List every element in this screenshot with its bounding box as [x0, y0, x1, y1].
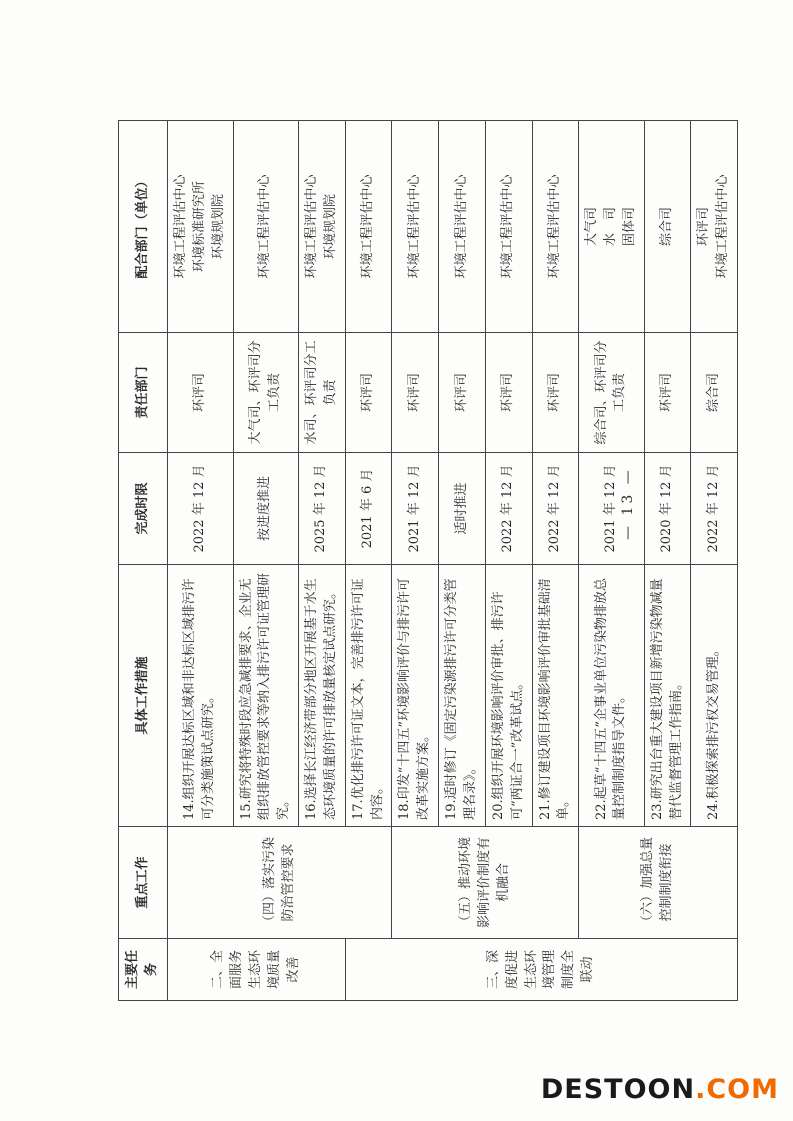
deadline-cell: 2022 年 12 月	[691, 453, 738, 565]
watermark-text-main: DESTOON	[540, 1074, 696, 1105]
cooperating-cell: 环境工程评估中心 环境标准研究所 环境规划院	[168, 121, 234, 333]
cooperating-cell: 环境工程评估中心	[392, 121, 439, 333]
cooperating-cell: 环境工程评估中心	[345, 121, 392, 333]
cooperating-cell: 大气司 水 司 固体司	[579, 121, 645, 333]
work-measures-table	[118, 120, 738, 1001]
header-cooperating: 配合部门（单位）	[119, 121, 168, 333]
deadline-cell: 适时推进	[439, 453, 486, 565]
measure-cell: 19.适时修订《固定污染源排污许可分类管理名录》。	[439, 565, 486, 827]
cooperating-cell: 综合司	[644, 121, 691, 333]
table-header-row	[119, 121, 168, 1001]
responsible-cell: 环评司	[168, 333, 234, 453]
main-task-cell: 三、深度促进生态环境管理制度全联动	[345, 939, 737, 1001]
responsible-cell: 环评司	[345, 333, 392, 453]
deadline-cell: 2021 年 12 月	[579, 453, 645, 565]
responsible-cell: 环评司	[392, 333, 439, 453]
key-work-cell: （六）加强总量控制制度衔接	[579, 827, 738, 939]
watermark-logo	[541, 1074, 779, 1105]
measure-cell: 15.研究将特殊时段应急减排要求、企业无组织排放管控要求等纳入排污许可证管理研究。	[233, 565, 299, 827]
cooperating-cell: 环评司 环境工程评估中心	[691, 121, 738, 333]
cooperating-cell: 环境工程评估中心	[439, 121, 486, 333]
measure-cell: 24.积极探索排污权交易管理。	[691, 565, 738, 827]
page-number: — 13 —	[620, 467, 636, 540]
cooperating-cell: 环境工程评估中心 环境规划院	[299, 121, 346, 333]
rotated-table-wrapper	[118, 121, 731, 1001]
measure-cell: 18.印发“十四五”环境影响评价与排污许可改革实施方案。	[392, 565, 439, 827]
header-main-task: 主要任务	[119, 939, 168, 1001]
deadline-cell: 2021 年 12 月	[392, 453, 439, 565]
responsible-cell: 环评司	[485, 333, 532, 453]
deadline-cell: 2022 年 12 月	[168, 453, 234, 565]
table-row	[392, 121, 439, 1001]
measure-cell: 21.修订建设项目环境影响评价审批基础清单。	[532, 565, 579, 827]
deadline-cell: 2025 年 12 月	[299, 453, 346, 565]
table-row	[579, 121, 645, 1001]
key-work-cell: （四）落实污染防治管控要求	[168, 827, 392, 939]
table-row	[168, 121, 234, 1001]
responsible-cell: 环评司	[439, 333, 486, 453]
measure-cell: 23.研究出台重大建设项目新增污染物减量替代监督管理工作指南。	[644, 565, 691, 827]
responsible-cell: 综合司、环评司分工负责	[579, 333, 645, 453]
deadline-cell: 2021 年 6 月	[345, 453, 392, 565]
deadline-cell: 2020 年 12 月	[644, 453, 691, 565]
main-task-cell: 二、全面服务生态环境质量改善	[168, 939, 346, 1001]
responsible-cell: 综合司	[691, 333, 738, 453]
measure-cell: 17.优化排污许可证文本，完善排污许可证内容。	[345, 565, 392, 827]
deadline-cell: 2022 年 12 月	[485, 453, 532, 565]
measure-cell: 20.组织开展环境影响评价审批、排污许可“两证合一”改革试点。	[485, 565, 532, 827]
responsible-cell: 大气司、环评司分工负责	[233, 333, 299, 453]
measure-cell: 22.起草“十四五”企事业单位污染物排放总量控制制度指导文件。	[579, 565, 645, 827]
responsible-cell: 环评司	[532, 333, 579, 453]
responsible-cell: 环评司	[644, 333, 691, 453]
cooperating-cell: 环境工程评估中心	[485, 121, 532, 333]
header-responsible: 责任部门	[119, 333, 168, 453]
deadline-cell: 按进度推进	[233, 453, 299, 565]
header-key-work: 重点工作	[119, 827, 168, 939]
header-deadline: 完成时限	[119, 453, 168, 565]
watermark-text-suffix: .COM	[695, 1074, 779, 1105]
measure-cell: 14.组织开展达标区域和非达标区域排污许可分类施策试点研究。	[168, 565, 234, 827]
cooperating-cell: 环境工程评估中心	[233, 121, 299, 333]
cooperating-cell: 环境工程评估中心	[532, 121, 579, 333]
header-measures: 具体工作措施	[119, 565, 168, 827]
deadline-cell: 2022 年 12 月	[532, 453, 579, 565]
responsible-cell: 水司、环评司分工负责	[299, 333, 346, 453]
measure-cell: 16.选择长江经济带部分地区开展基于水生态环境质量的许可排放量核定试点研究。	[299, 565, 346, 827]
key-work-cell: （五）推动环境影响评价制度有机融合	[392, 827, 579, 939]
